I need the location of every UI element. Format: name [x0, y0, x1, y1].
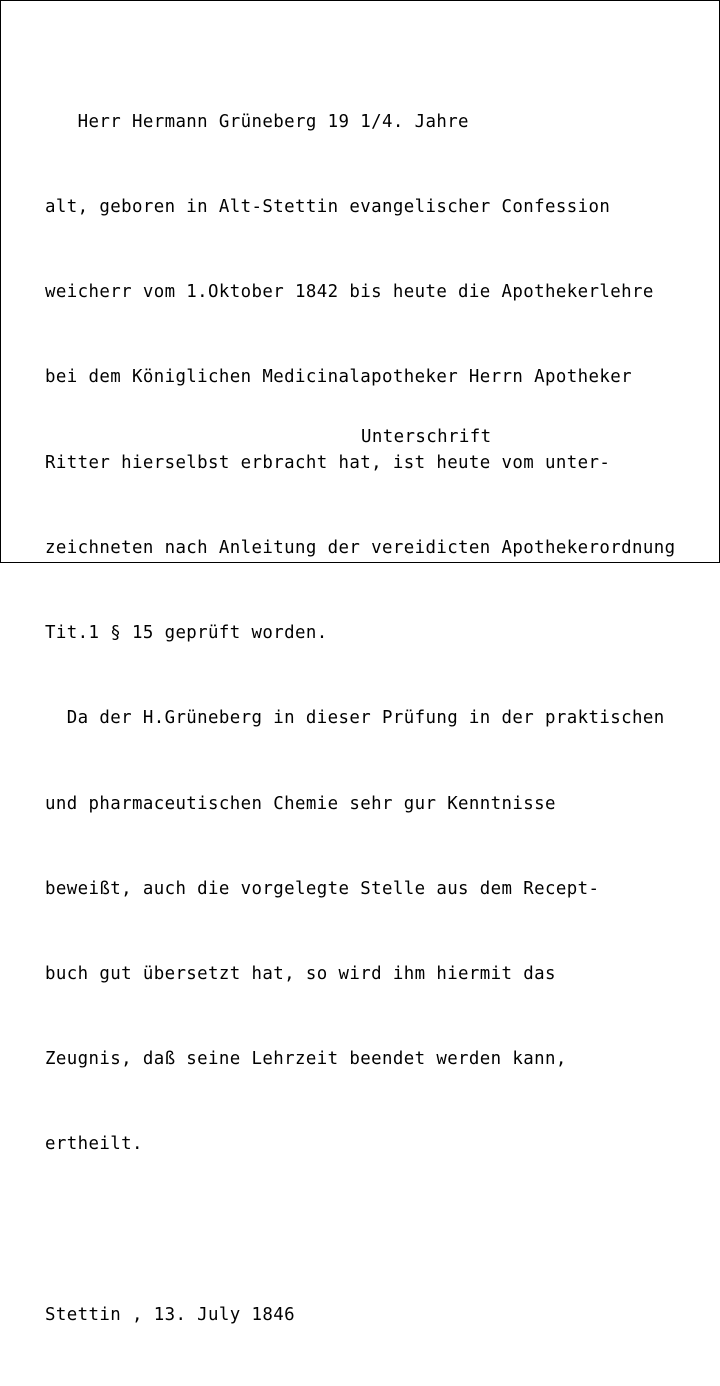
document-line: buch gut übersetzt hat, so wird ihm hiermit das: [45, 964, 556, 984]
document-line: zeichneten nach Anleitung der vereidicten Apothekerordnung: [45, 537, 676, 558]
document-text-block: [45, 51, 705, 1386]
document-place-date-line: Stettin , 13. July 1846: [45, 1304, 296, 1325]
document-line: alt, geboren in Alt-Stettin evangelischer Confession: [45, 197, 611, 218]
document-line: ertheilt.: [45, 1134, 143, 1155]
document-line: beweißt, auch die vorgelegte Stelle aus dem Recept-: [45, 878, 600, 899]
document-line: und pharmaceutischen Chemie sehr gur Kenntnisse: [45, 793, 556, 814]
document-blank-line: [45, 1216, 705, 1244]
document-line: weicherr vom 1.Oktober 1842 bis heute die Apothekerlehre: [45, 282, 654, 303]
document-line: bei dem Königlichen Medicinalapotheker Herrn Apotheker: [45, 367, 632, 388]
signature-label: Unterschrift: [361, 427, 492, 447]
document-line: Da der H.Grüneberg in dieser Prüfung in der praktischen: [45, 708, 665, 729]
document-line: Tit.1 § 15 geprüft worden.: [45, 623, 328, 644]
document-line: Ritter hierselbst erbracht hat, ist heute vom unter-: [45, 452, 611, 473]
document-line: Zeugnis, daß seine Lehrzeit beendet werden kann,: [45, 1049, 567, 1070]
document-line: Herr Hermann Grüneberg 19 1/4. Jahre: [45, 111, 469, 132]
